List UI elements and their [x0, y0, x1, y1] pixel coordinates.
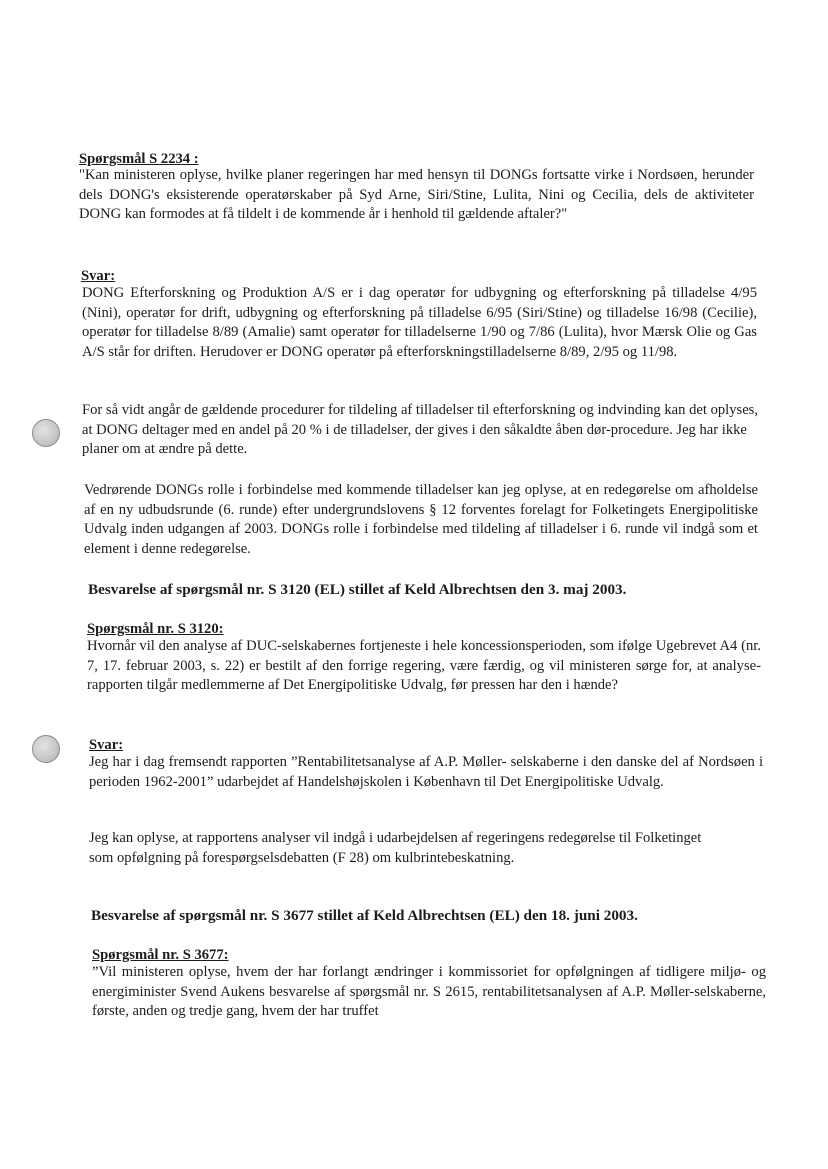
answer-2234-paragraph-2: For så vidt angår de gældende procedurer for tildeling af tilladelser til efterforskning og indvinding kan det oplyses, at DONG deltager med en andel på 20 % i de tilladelser, der gives i den såkaldte åben dør-procedure. Jeg har ikke planer om at ændre på dette.: [82, 402, 759, 458]
answer-2234-paragraph-1: DONG Efterforskning og Produktion A/S er i dag operatør for udbygning og efterforskning på tilladelse 4/95 (Nini), operatør for drift, udbygning og efterforskning på tilladelse 6/95 (Siri/Stine) og tilladelse 16/98 (Cecilie), operatør for tilladelse 8/89 (Amalie) samt operatør for tilladelserne 1/90 og 7/86 (Lulita), hvor Mærsk Olie og Gas A/S står for driften. Herudover er DONG operatør på efterforskningstilladelserne 8/89, 2/95 og 11/98.: [82, 285, 757, 360]
answer-3120-heading: Svar:: [89, 737, 124, 753]
question-3120-heading: Spørgsmål nr. S 3120:: [87, 621, 224, 637]
question-3677-heading: Spørgsmål nr. S 3677:: [92, 947, 229, 963]
binder-hole-lower: [32, 735, 60, 763]
section-3677-title: Besvarelse af spørgsmål nr. S 3677 stillet af Keld Albrechtsen (EL) den 18. juni 2003.: [91, 907, 638, 924]
section-3120-title: Besvarelse af spørgsmål nr. S 3120 (EL) stillet af Keld Albrechtsen den 3. maj 2003.: [88, 581, 627, 598]
answer-3120-paragraph-2: Jeg kan oplyse, at rapportens analyser vil indgå i udarbejdelsen af regeringens redegørelse til Folketinget som opfølgning på forespørgselsdebatten (F 28) om kulbrintebeskatning.: [89, 830, 702, 866]
answer-2234-heading: Svar:: [81, 268, 116, 284]
question-2234-heading: Spørgsmål S 2234 :: [79, 151, 199, 167]
answer-3120-paragraph-1: Jeg har i dag fremsendt rapporten ”Rentabilitetsanalyse af A.P. Møller- selskaberne i den danske del af Nordsøen i perioden 1962-2001” udarbejdet af Handelshøjskolen i København til Det Energipolitiske Udvalg.: [89, 754, 763, 790]
answer-2234-paragraph-3: Vedrørende DONGs rolle i forbindelse med kommende tilladelser kan jeg oplyse, at en redegørelse om afholdelse af en ny udbudsrunde (6. runde) efter undergrundslovens § 12 forventes forelagt for Folketingets Energipolitiske Udvalg inden udgangen af 2003. DONGs rolle i forbindelse med tildeling af tilladelser i 6. runde vil indgå som et element i denne redegørelse.: [84, 482, 758, 557]
binder-hole-upper: [32, 419, 60, 447]
question-2234-text: "Kan ministeren oplyse, hvilke planer regeringen har med hensyn til DONGs fortsatte virke i Nordsøen, herunder dels DONG's eksisterende operatørskaber på Syd Arne, Siri/Stine, Lulita, Nini og Cecilia, dels de aktiviteter DONG kan formodes at få tildelt i de kommende år i henhold til gældende aftaler?": [79, 167, 754, 223]
question-3120-text: Hvornår vil den analyse af DUC-selskabernes fortjeneste i hele koncessionsperioden, som ifølge Ugebrevet A4 (nr. 7, 17. februar 2003, s. 22) er bestilt af den forrige regering, være færdig, og vil ministeren sørge for, at analyse-rapporten tilgår medlemmerne af Det Energipolitiske Udvalg, før pressen har den i hænde?: [87, 638, 761, 694]
question-3677-text: ”Vil ministeren oplyse, hvem der har forlangt ændringer i kommissoriet for opfølgningen af tidligere miljø- og energiminister Svend Aukens besvarelse af spørgsmål nr. S 2615, rentabilitetsanalysen af A.P. Møller-selskaberne, første, anden og tredje gang, hvem der har truffet: [92, 964, 766, 1020]
